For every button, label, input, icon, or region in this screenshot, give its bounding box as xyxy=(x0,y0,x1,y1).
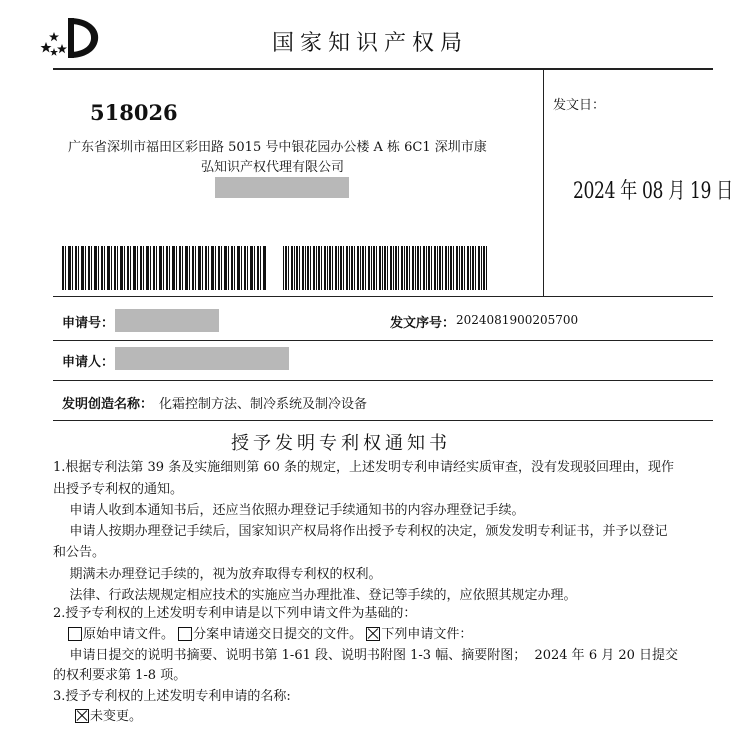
serial-number-value: 2024081900205700 xyxy=(456,313,579,327)
notice-line: 1.根据专利法第 39 条及实施细则第 60 条的规定，上述发明专利申请经实质审查，没有发现驳回理由，现作 xyxy=(53,460,675,475)
redacted-recipient xyxy=(215,177,349,198)
notice-line: 2.授予专利权的上述发明专利申请是以下列申请文件为基础的： xyxy=(53,606,417,621)
serial-number-label: 发文序号： xyxy=(390,316,456,331)
notice-line: 期满未办理登记手续的，视为放弃取得专利权的权利。 xyxy=(53,567,382,582)
section-3: 3.授予专利权的上述发明专利申请的名称: xyxy=(53,689,291,704)
applicant-label: 申请人： xyxy=(62,355,115,370)
cnipa-emblem-icon xyxy=(40,14,104,60)
checkbox-divisional-unchecked-icon xyxy=(178,627,192,641)
issue-date-value: 2024 年 08 月 19 日 xyxy=(573,179,733,204)
notice-line: 法律、行政法规规定相应技术的实施应当办理批准、登记等手续的，应依照其规定办理。 xyxy=(53,588,577,603)
office-name: 国家知识产权局 xyxy=(272,31,469,56)
postcode: 518026 xyxy=(90,100,178,125)
row-divider-3 xyxy=(53,420,713,421)
application-number-label: 申请号： xyxy=(62,316,115,331)
title-status xyxy=(75,708,142,726)
invention-title-label: 发明创造名称： xyxy=(62,397,154,412)
checkbox-unchanged-checked-icon xyxy=(75,709,89,723)
barcode-right xyxy=(283,246,487,290)
notice-line: 和公告。 xyxy=(53,545,106,560)
barcode-left xyxy=(62,246,266,290)
basis-options xyxy=(68,626,472,644)
notice-line: 申请人收到本通知书后，还应当依照办理登记手续通知书的内容办理登记手续。 xyxy=(53,503,525,518)
notice-title: 授予发明专利权通知书 xyxy=(231,433,451,454)
option-following-label: 下列申请文件： xyxy=(381,627,473,642)
redacted-application-number xyxy=(115,309,219,332)
issue-date-label: 发文日： xyxy=(553,98,606,113)
unchanged-label: 未变更。 xyxy=(90,709,143,724)
invention-title-value: 化霜控制方法、制冷系统及制冷设备 xyxy=(159,397,368,412)
redacted-applicant xyxy=(115,347,289,370)
notice-line: 出授予专利权的通知。 xyxy=(53,482,184,497)
row-divider-1 xyxy=(53,340,713,341)
address-divider xyxy=(53,296,713,297)
header-divider xyxy=(53,68,713,70)
documents-line-2: 的权利要求第 1-8 项。 xyxy=(53,668,187,683)
checkbox-original-unchecked-icon xyxy=(68,627,82,641)
documents-line-1: 申请日提交的说明书摘要、说明书第 1-61 段、说明书附图 1-3 幅、摘要附图； 2024 年 6 月 20 日提交 xyxy=(53,648,679,663)
checkbox-following-checked-icon xyxy=(366,627,380,641)
option-divisional-label: 分案申请递交日提交的文件。 xyxy=(193,627,363,642)
address-line-2: 弘知识产权代理有限公司 xyxy=(201,160,345,175)
option-original-label: 原始申请文件。 xyxy=(83,627,175,642)
date-column-divider xyxy=(543,68,544,296)
notice-line: 申请人按期办理登记手续后，国家知识产权局将作出授予专利权的决定，颁发发明专利证书，并予以登记 xyxy=(53,524,668,539)
address-line-1: 广东省深圳市福田区彩田路 5015 号中银花园办公楼 A 栋 6C1 深圳市康 xyxy=(68,140,487,155)
row-divider-2 xyxy=(53,380,713,381)
